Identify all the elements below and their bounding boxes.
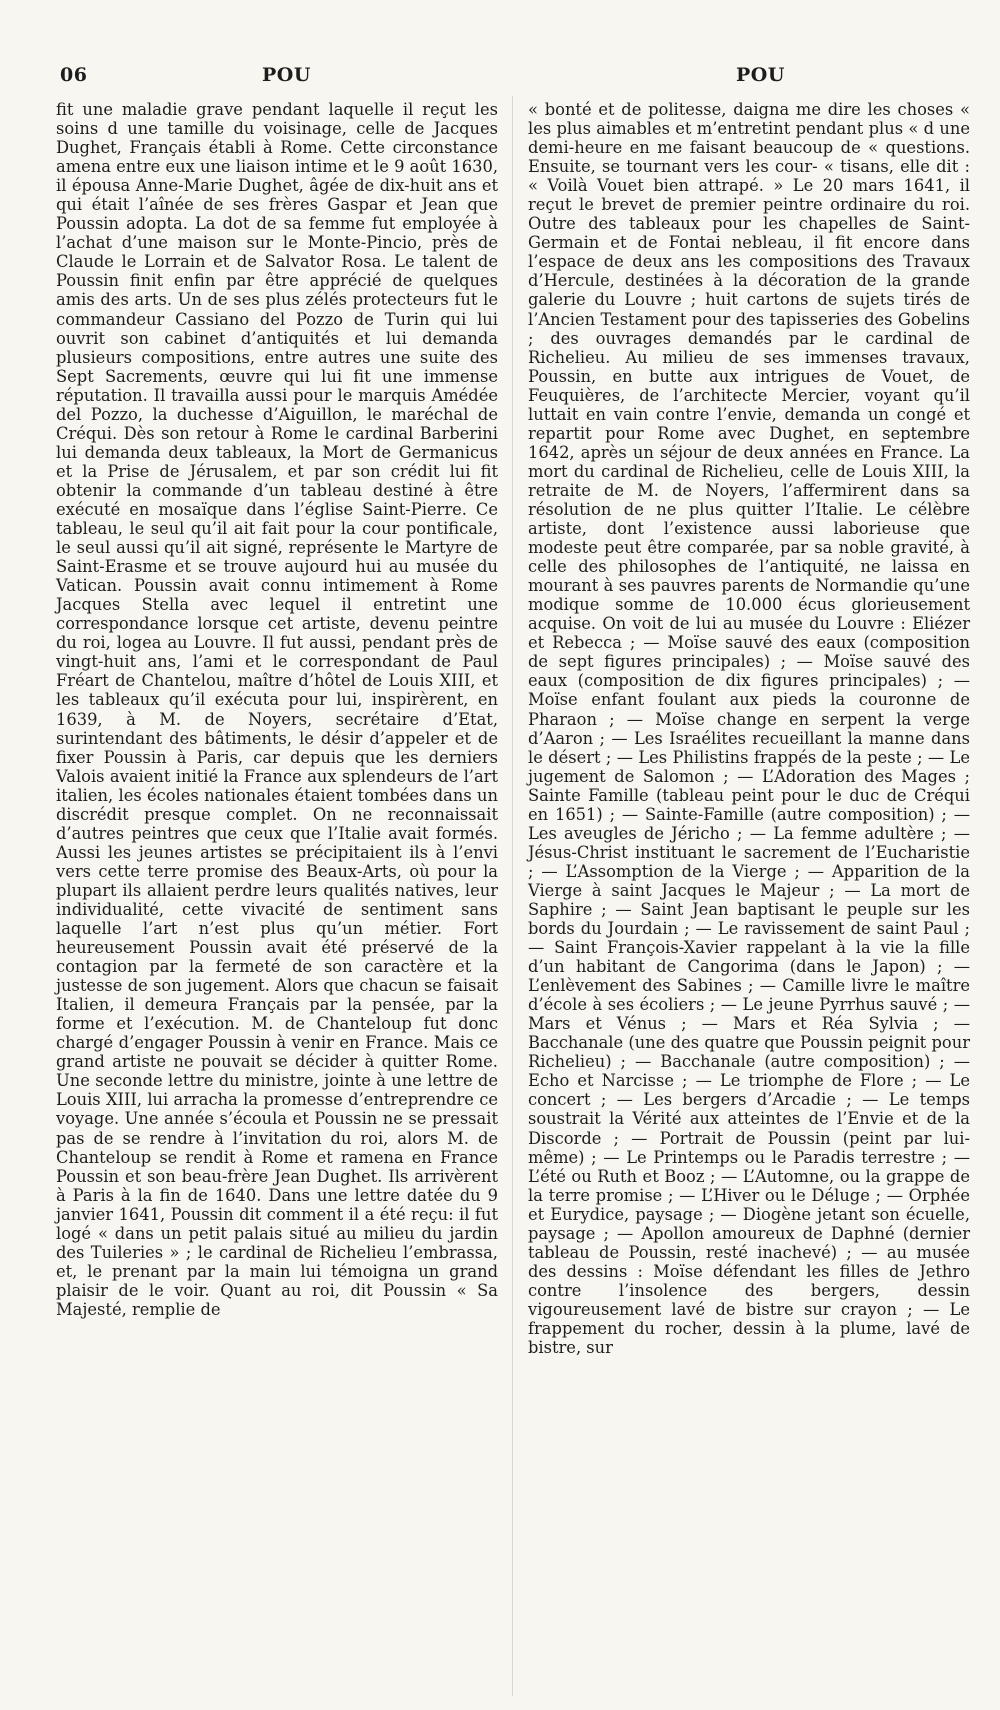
column-divider [512,96,513,1696]
right-column [528,100,970,1357]
running-head-right: POU [736,64,785,86]
page-number: 06 [60,64,88,86]
left-column [56,100,498,1319]
running-head-left: POU [262,64,311,86]
right-column-text: « bonté et de politesse, daigna me dire les choses « les plus aimables et m’entretint pendant plus « d une demi-heure en me faisant beaucoup de « questions. Ensuite, se tournant vers les cour- « tisans, elle dit : « Voilà Vouet bien attrapé. » Le 20 mars 1641, il reçut le brevet de premier peintre ordinaire du roi. Outre des tableaux pour les chapelles de Saint-Germain et de Fontai nebleau, il fit encore dans l’espace de deux ans les compositions des Travaux d’Hercule, destinées à la décoration de la grande galerie du Louvre ; huit cartons de sujets tirés de l’Ancien Testament pour des tapisseries des Gobelins ; des ouvrages demandés par le cardinal de Richelieu. Au milieu de ses immenses travaux, Poussin, en butte aux intrigues de Vouet, de Feuquières, de l’architecte Mercier, voyant qu’il luttait en vain contre l’envie, demanda un congé et repartit pour Rome avec Dughet, en septembre 1642, après un séjour de deux années en France. La mort du cardinal de Richelieu, celle de Louis XIII, la retraite de M. de Noyers, l’affermirent dans sa résolution de ne plus quitter l’Italie. Le célèbre artiste, dont l’existence aussi laborieuse que modeste peut être comparée, par sa noble gravité, à celle des philosophes de l’antiquité, ne laissa en mourant à ses pauvres parents de Normandie qu’une modique somme de 10.000 écus glorieusement acquise. On voit de lui au musée du Louvre : Eliézer et Rebecca ; — Moïse sauvé des eaux (composition de sept figures principales) ; — Moïse sauvé des eaux (composition de dix figures principales) ; — Moïse enfant foulant aux pieds la couronne de Pharaon ; — Moïse change en serpent la verge d’Aaron ; — Les Israélites recueillant la manne dans le désert ; — Les Philistins frappés de la peste ; — Le jugement de Salomon ; — L’Adoration des Mages ; Sainte Famille (tableau peint pour le duc de Créqui en 1651) ; — Sainte-Famille (autre composition) ; — Les aveugles de Jéricho ; — La femme adultère ; — Jésus-Christ instituant le sacrement de l’Eucharistie ; — L’Assomption de la Vierge ; — Apparition de la Vierge à saint Jacques le Majeur ; — La mort de Saphire ; — Saint Jean baptisant le peuple sur les bords du Jourdain ; — Le ravissement de saint Paul ; — Saint François-Xavier rappelant à la vie la fille d’un habitant de Cangorima (dans le Japon) ; — L’enlèvement des Sabines ; — Camille livre le maître d’école à ses écoliers ; — Le jeune Pyrrhus sauvé ; — Mars et Vénus ; — Mars et Réa Sylvia ; — Bacchanale (une des quatre que Poussin peignit pour Richelieu) ; — Bacchanale (autre composition) ; — Echo et Narcisse ; — Le triomphe de Flore ; — Le concert ; — Les bergers d’Arcadie ; — Le temps soustrait la Vérité aux atteintes de l’Envie et de la Discorde ; — Portrait de Poussin (peint par lui-même) ; — Le Printemps ou le Paradis terrestre ; — L’été ou Ruth et Booz ; — L’Automne, ou la grappe de la terre promise ; — L’Hiver ou le Déluge ; — Orphée et Eurydice, paysage ; — Diogène jetant son écuelle, paysage ; — Apollon amoureux de Daphné (dernier tableau de Poussin, resté inachevé) ; — au musée des dessins : Moïse défendant les filles de Jethro contre l’insolence des bergers, dessin vigoureusement lavé de bistre sur crayon ; — Le frappement du rocher, dessin à la plume, lavé de bistre, sur [528,100,970,1358]
left-column-text: fit une maladie grave pendant laquelle il reçut les soins d une tamille du voisinage, celle de Jacques Dughet, Français établi à Rome. Cette circonstance amena entre eux une liaison intime et le 9 août 1630, il épousa Anne-Marie Dughet, âgée de dix-huit ans et qui était l’aînée de ses frères Gaspar et Jean que Poussin adopta. La dot de sa femme fut employée à l’achat d’une maison sur le Monte-Pincio, près de Claude le Lorrain et de Salvator Rosa. Le talent de Poussin finit enfin par être apprécié de quelques amis des arts. Un de ses plus zélés protecteurs fut le commandeur Cassiano del Pozzo de Turin qui lui ouvrit son cabinet d’antiquités et lui demanda plusieurs compositions, entre autres une suite des Sept Sacrements, œuvre qui lui fit une immense réputation. Il travailla aussi pour le marquis Amédée del Pozzo, la duchesse d’Aiguillon, le maréchal de Créqui. Dès son retour à Rome le cardinal Barberini lui demanda deux tableaux, la Mort de Germanicus et la Prise de Jérusalem, et par son crédit lui fit obtenir la commande d’un tableau destiné à être exécuté en mosaïque dans l’église Saint-Pierre. Ce tableau, le seul qu’il ait fait pour la cour pontificale, le seul aussi qu’il ait signé, représente le Martyre de Saint-Erasme et se trouve aujourd hui au musée du Vatican. Poussin avait connu intimement à Rome Jacques Stella avec lequel il entretint une correspondance lorsque cet artiste, devenu peintre du roi, logea au Louvre. Il fut aussi, pendant près de vingt-huit ans, l’ami et le correspondant de Paul Fréart de Chantelou, maître d’hôtel de Louis XIII, et les tableaux qu’il exécuta pour lui, inspirèrent, en 1639, à M. de Noyers, secrétaire d’Etat, surintendant des bâtiments, le désir d’appeler et de fixer Poussin à Paris, car depuis que les derniers Valois avaient initié la France aux splendeurs de l’art italien, les écoles nationales étaient tombées dans un discrédit presque complet. On ne reconnaissait d’autres peintres que ceux que l’Italie avait formés. Aussi les jeunes artistes se précipitaient ils à l’envi vers cette terre promise des Beaux-Arts, où pour la plupart ils allaient perdre leurs qualités natives, leur individualité, cette vivacité de sentiment sans laquelle l’art n’est plus qu’un métier. Fort heureusement Poussin avait été préservé de la contagion par la fermeté de son caractère et la justesse de son jugement. Alors que chacun se faisait Italien, il demeura Français par la pensée, par la forme et l’exécution. M. de Chanteloup fut donc chargé d’engager Poussin à venir en France. Mais ce grand artiste ne pouvait se décider à quitter Rome. Une seconde lettre du ministre, jointe à une lettre de Louis XIII, lui arracha la promesse d’entreprendre ce voyage. Une année s’écoula et Poussin ne se pressait pas de se rendre à l’invitation du roi, alors M. de Chanteloup se rendit à Rome et ramena en France Poussin et son beau-frère Jean Dughet. Ils arrivèrent à Paris à la fin de 1640. Dans une lettre datée du 9 janvier 1641, Poussin dit comment il a été reçu: il fut logé « dans un petit palais situé au milieu du jardin des Tuileries » ; le cardinal de Richelieu l’embrassa, et, le prenant par la main lui témoigna un grand plaisir de le voir. Quant au roi, dit Poussin « Sa Majesté, remplie de [56,100,498,1319]
